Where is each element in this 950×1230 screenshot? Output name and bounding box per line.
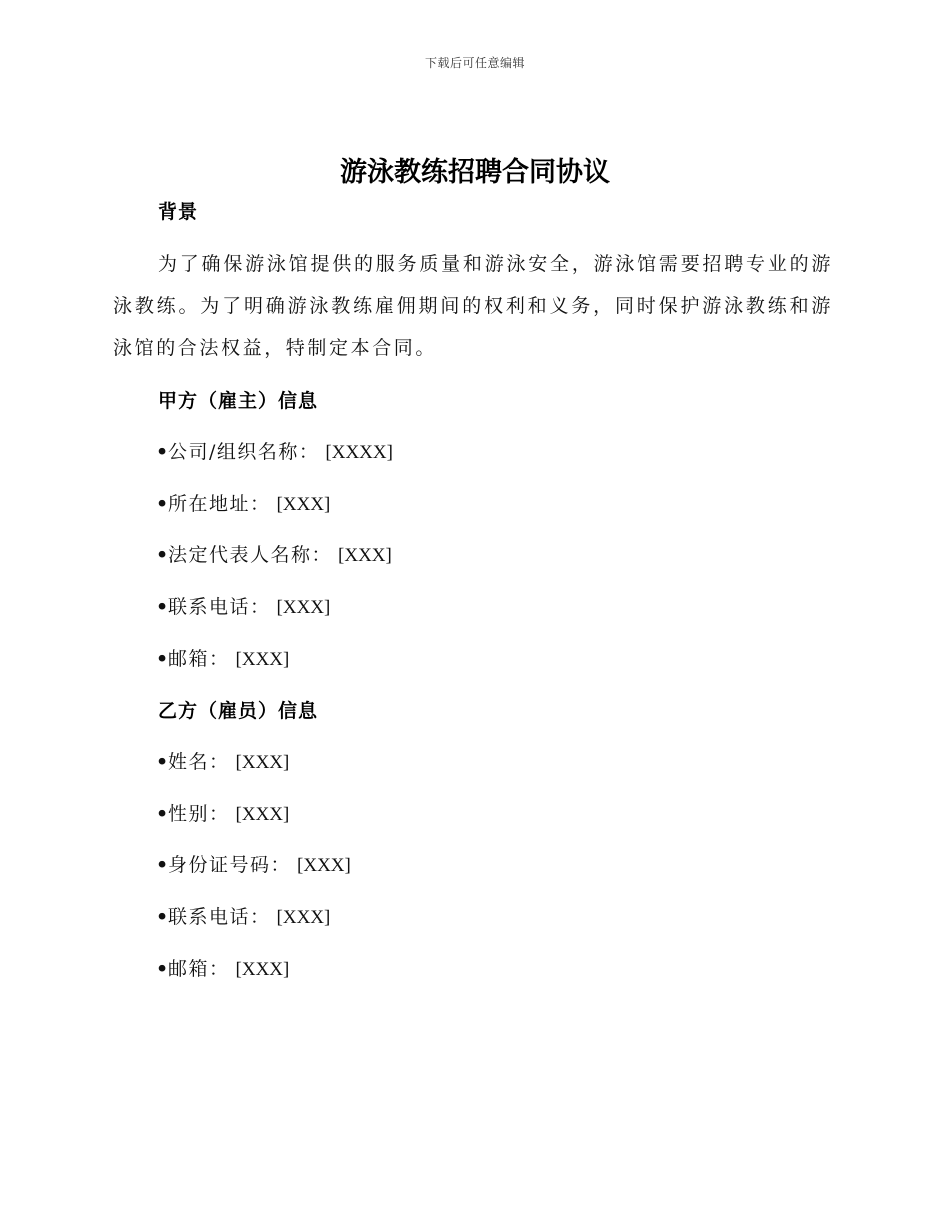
party-b-email-field xyxy=(156,954,289,981)
bullet-marker: • xyxy=(156,596,170,618)
field-value: [XXX] xyxy=(235,804,290,825)
field-label: 法定代表人名称： xyxy=(168,544,333,566)
bullet-marker: • xyxy=(156,544,170,566)
field-label: 性别： xyxy=(168,803,230,825)
party-b-gender-field xyxy=(156,799,289,826)
field-label: 联系电话： xyxy=(168,596,271,618)
field-label: 所在地址： xyxy=(168,493,271,515)
field-value: [XXX] xyxy=(235,649,290,670)
field-label: 身份证号码： xyxy=(168,854,292,876)
field-value: [XXX] xyxy=(276,907,331,928)
party-a-heading: 甲方（雇主）信息 xyxy=(158,390,319,412)
party-a-company-field xyxy=(156,437,393,464)
background-heading: 背景 xyxy=(158,201,199,223)
field-label: 公司/组织名称： xyxy=(168,441,320,463)
bullet-marker: • xyxy=(156,906,170,928)
field-value: [XXX] xyxy=(297,855,351,876)
field-label: 邮箱： xyxy=(168,958,230,980)
bullet-marker: • xyxy=(156,803,170,825)
bullet-marker: • xyxy=(156,441,170,463)
field-value: [XXX] xyxy=(276,494,331,515)
bullet-marker: • xyxy=(156,493,170,515)
document-title: 游泳教练招聘合同协议 xyxy=(340,157,610,188)
bullet-marker: • xyxy=(156,648,170,670)
field-value: [XXX] xyxy=(276,597,331,618)
header-note: 下载后可任意编辑 xyxy=(424,56,525,70)
field-label: 邮箱： xyxy=(168,648,230,670)
bullet-marker: • xyxy=(156,958,170,980)
background-paragraph: 为了确保游泳馆提供的服务质量和游泳安全，游泳馆需要招聘专业的游泳教练。为了明确游泳教练雇佣期间的权利和义务，同时保护游泳教练和游泳馆的合法权益，特制定本合同。 xyxy=(113,253,833,359)
party-a-email-field xyxy=(156,644,289,671)
field-value: [XXX] xyxy=(235,752,290,773)
field-label: 联系电话： xyxy=(168,906,271,928)
field-value: [XXX] xyxy=(338,545,392,566)
field-value: [XXX] xyxy=(235,959,290,980)
bullet-marker: • xyxy=(156,854,170,876)
party-b-name-field xyxy=(156,747,289,774)
party-b-phone-field xyxy=(156,902,330,929)
field-value: [XXXX] xyxy=(325,442,393,463)
bullet-marker: • xyxy=(156,751,170,773)
party-b-id-number-field xyxy=(156,850,351,877)
party-b-heading: 乙方（雇员）信息 xyxy=(158,700,319,722)
field-label: 姓名： xyxy=(168,751,230,773)
party-a-representative-field xyxy=(156,540,392,567)
party-a-address-field xyxy=(156,489,330,516)
party-a-phone-field xyxy=(156,592,330,619)
